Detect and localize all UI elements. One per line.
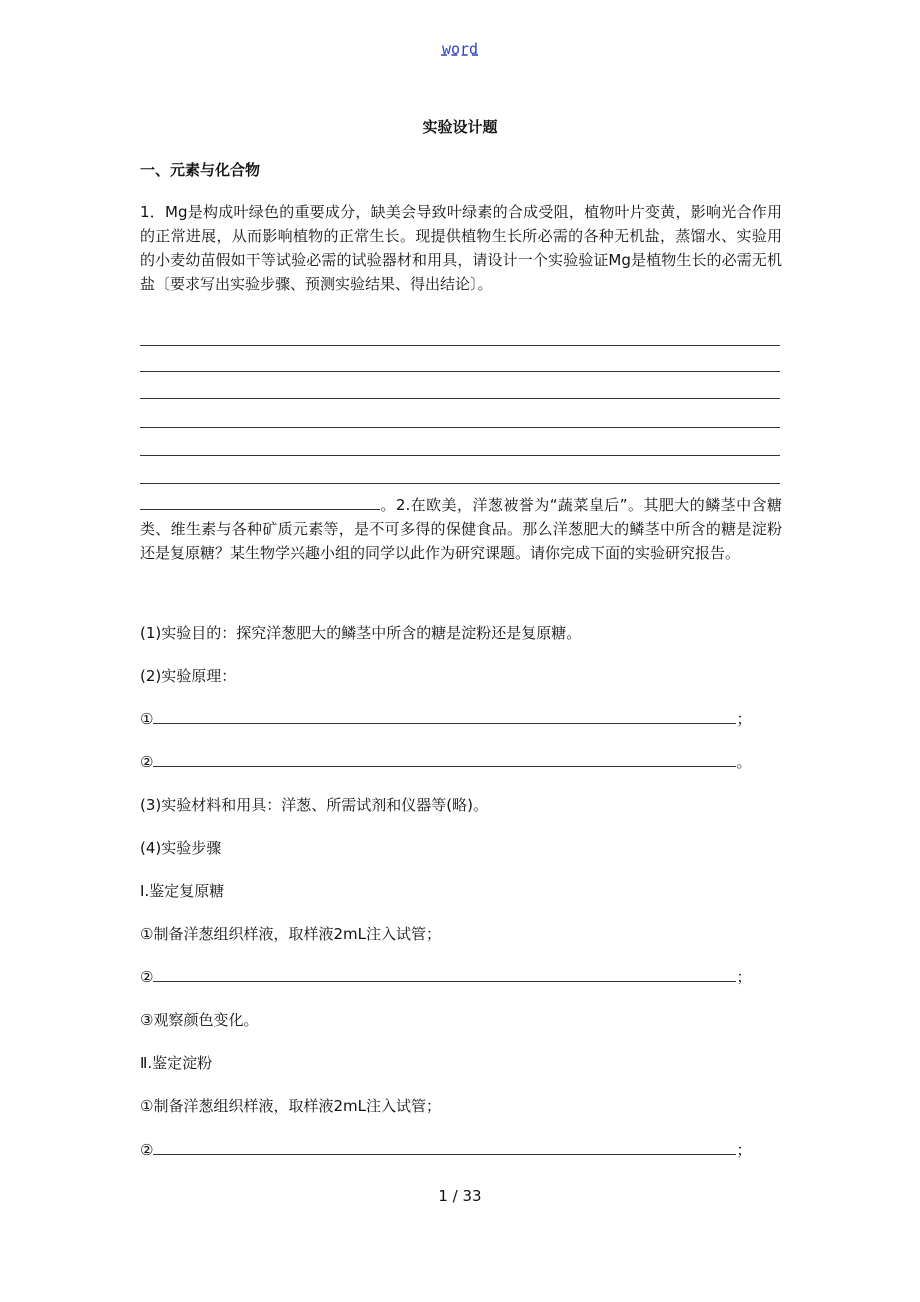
step-I-blank [140, 967, 751, 987]
page-indicator: 1 / 33 [438, 1187, 482, 1205]
experiment-aim: (1)实验目的：探究洋葱肥大的鳞茎中所含的糖是淀粉还是复原糖。 [140, 624, 582, 642]
punctuation: 。 [736, 753, 752, 771]
step-II-prepare: ①制备洋葱组织样液，取样液2mL注入试管； [140, 1097, 441, 1115]
punctuation: ； [736, 710, 752, 728]
punctuation: ； [736, 968, 752, 986]
circle-number: ① [140, 710, 154, 728]
circle-number: ② [140, 968, 154, 986]
answer-blank [153, 967, 736, 982]
step-II-blank [140, 1140, 751, 1160]
step-I-observe: ③观察颜色变化。 [140, 1011, 259, 1029]
answer-line [140, 398, 780, 399]
punctuation: ； [736, 1141, 752, 1159]
answer-blank-inline [140, 494, 380, 510]
answer-line [140, 371, 780, 372]
experiment-materials: (3)实验材料和用具：洋葱、所需试剂和仪器等(略)。 [140, 796, 488, 814]
header-word-link[interactable]: word [441, 40, 479, 58]
answer-line [140, 455, 780, 456]
step-II-heading: Ⅱ.鉴定淀粉 [140, 1054, 213, 1072]
document-title: 实验设计题 [422, 118, 498, 136]
answer-blank [153, 752, 736, 767]
answer-line [140, 483, 780, 484]
experiment-principle: (2)实验原理： [140, 667, 237, 685]
answer-line [140, 427, 780, 428]
question-2-paragraph [140, 493, 782, 565]
circle-number: ② [140, 753, 154, 771]
answer-blank [153, 709, 736, 724]
question-2-text: 。2.在欧美，洋葱被誉为“蔬菜皇后”。其肥大的鳞茎中含糖类、维生素与各种矿质元素等，是不可多得的保健食品。那么洋葱肥大的鳞茎中所含的糖是淀粉还是复原糖？某生物学兴趣小组的同学以此作为研究课题。请你完成下面的实验研究报告。 [140, 496, 782, 562]
answer-line [140, 345, 780, 346]
principle-blank-1 [140, 709, 751, 729]
experiment-steps: (4)实验步骤 [140, 839, 222, 857]
circle-number: ② [140, 1141, 154, 1159]
question-1-text: 1．Mg是构成叶绿色的重要成分，缺美会导致叶绿素的合成受阻，植物叶片变黄，影响光合作用的正常进展，从而影响植物的正常生长。现提供植物生长所必需的各种无机盐，蒸馏水、实验用的小麦幼苗假如干等试验必需的试验器材和用具，请设计一个实验验证Mg是植物生长的必需无机盐〔要求写出实验步骤、预测实验结果、得出结论〕。 [140, 203, 782, 293]
step-I-prepare: ①制备洋葱组织样液，取样液2mL注入试管； [140, 925, 441, 943]
section-heading: 一、元素与化合物 [140, 161, 261, 179]
answer-blank [153, 1140, 736, 1155]
principle-blank-2 [140, 752, 751, 772]
step-I-heading: Ⅰ.鉴定复原糖 [140, 882, 225, 900]
